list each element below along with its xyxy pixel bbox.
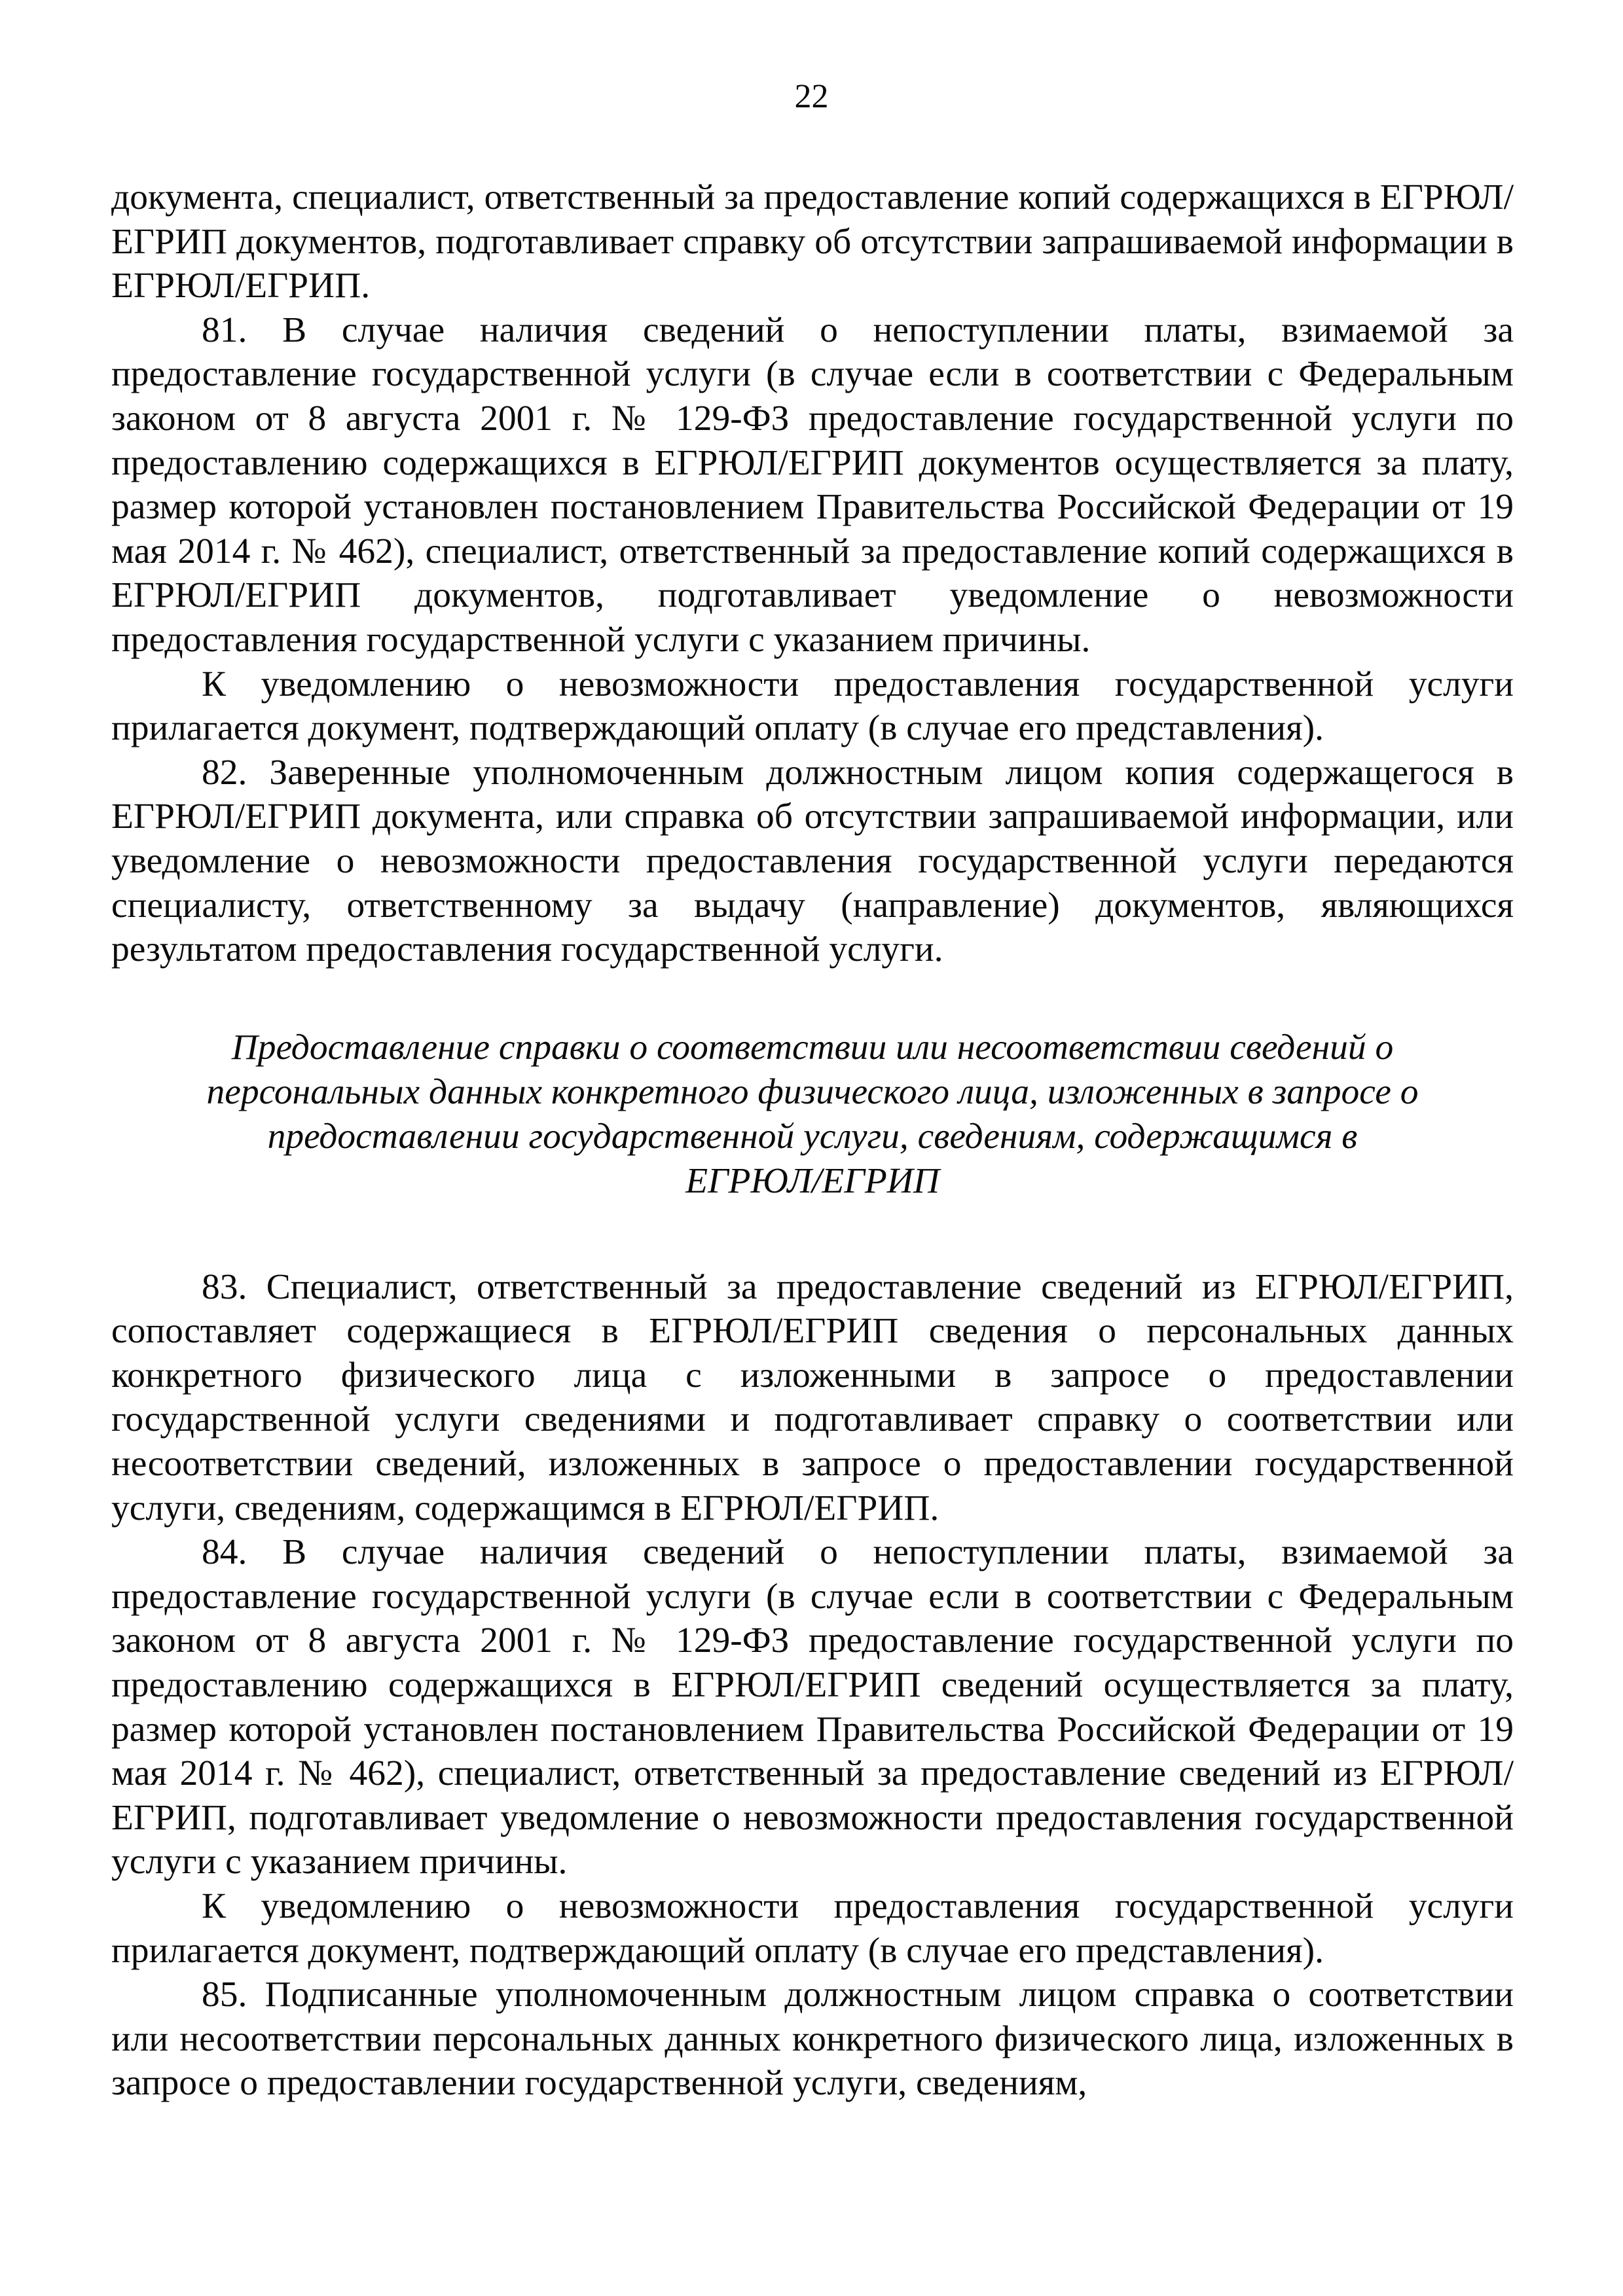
section-heading-line: предоставлении государственной услуги, сведениям, содержащимся в <box>267 1116 1358 1157</box>
section-heading-line: персональных данных конкретного физического лица, изложенных в запросе о <box>206 1071 1419 1112</box>
paragraph-85: 85. Подписанные уполномоченным должностным лицом справка о соответствии или несоответствии персональных данных конкретного физического лица, изложенных в запросе о предоставлении государственной услуги, сведениям, <box>111 1975 1514 2104</box>
paragraph-83: 83. Специалист, ответственный за предоставление сведений из ЕГРЮЛ/ЕГРИП, сопоставляет содержащиеся в ЕГРЮЛ/ЕГРИП сведения о персональных данных конкретного физического лица с изложенными в запросе о предоставлении государственной услуги сведениями и подготавливает справку о соответствии или несоответствии сведений, изложенных в запросе о предоставлении государственной услуги, сведениям, содержащимся в ЕГРЮЛ/ЕГРИП. <box>111 1266 1514 1528</box>
paragraph-81: 81. В случае наличия сведений о непоступлении платы, взимаемой за предоставление государственной услуги (в случае если в соответствии с Федеральным законом от 8 августа 2001 г. № 129-ФЗ предоставление государственной услуги по предоставлению содержащихся в ЕГРЮЛ/ЕГРИП документов осуществляется за плату, размер которой установлен постановлением Правительства Российской Федерации от 19 мая 2014 г. № 462), специалист, ответственный за предоставление копий содержащихся в ЕГРЮЛ/ЕГРИП документов, подготавливает уведомление о невозможности предоставления государственной услуги с указанием причины. <box>111 310 1514 660</box>
document-body <box>111 175 1514 2106</box>
page-number: 22 <box>794 78 829 115</box>
paragraph-notice-attachment-2: К уведомлению о невозможности предоставления государственной услуги прилагается документ, подтверждающий оплату (в случае его представления). <box>111 1886 1514 1971</box>
section-heading <box>111 1026 1514 1204</box>
paragraph-continuation: документа, специалист, ответственный за предоставление копий содержащихся в ЕГРЮЛ/ЕГРИП документов, подготавливает справку об отсутствии запрашиваемой информации в ЕГРЮЛ/ЕГРИП. <box>111 177 1514 306</box>
paragraph-82: 82. Заверенные уполномоченным должностным лицом копия содержащегося в ЕГРЮЛ/ЕГРИП документа, или справка об отсутствии запрашиваемой информации, или уведомление о невозможности предоставления государственной услуги передаются специалисту, ответственному за выдачу (направление) документов, являющихся результатом предоставления государственной услуги. <box>111 752 1514 970</box>
paragraph-notice-attachment: К уведомлению о невозможности предоставления государственной услуги прилагается документ, подтверждающий оплату (в случае его представления). <box>111 664 1514 749</box>
section-heading-line: Предоставление справки о соответствии или несоответствии сведений о <box>231 1027 1394 1067</box>
section-heading-line: ЕГРЮЛ/ЕГРИП <box>685 1160 939 1201</box>
paragraph-84: 84. В случае наличия сведений о непоступлении платы, взимаемой за предоставление государственной услуги (в случае если в соответствии с Федеральным законом от 8 августа 2001 г. № 129-ФЗ предоставление государственной услуги по предоставлению содержащихся в ЕГРЮЛ/ЕГРИП сведений осуществляется за плату, размер которой установлен постановлением Правительства Российской Федерации от 19 мая 2014 г. № 462), специалист, ответственный за предоставление сведений из ЕГРЮЛ/ЕГРИП, подготавливает уведомление о невозможности предоставления государственной услуги с указанием причины. <box>111 1532 1514 1882</box>
